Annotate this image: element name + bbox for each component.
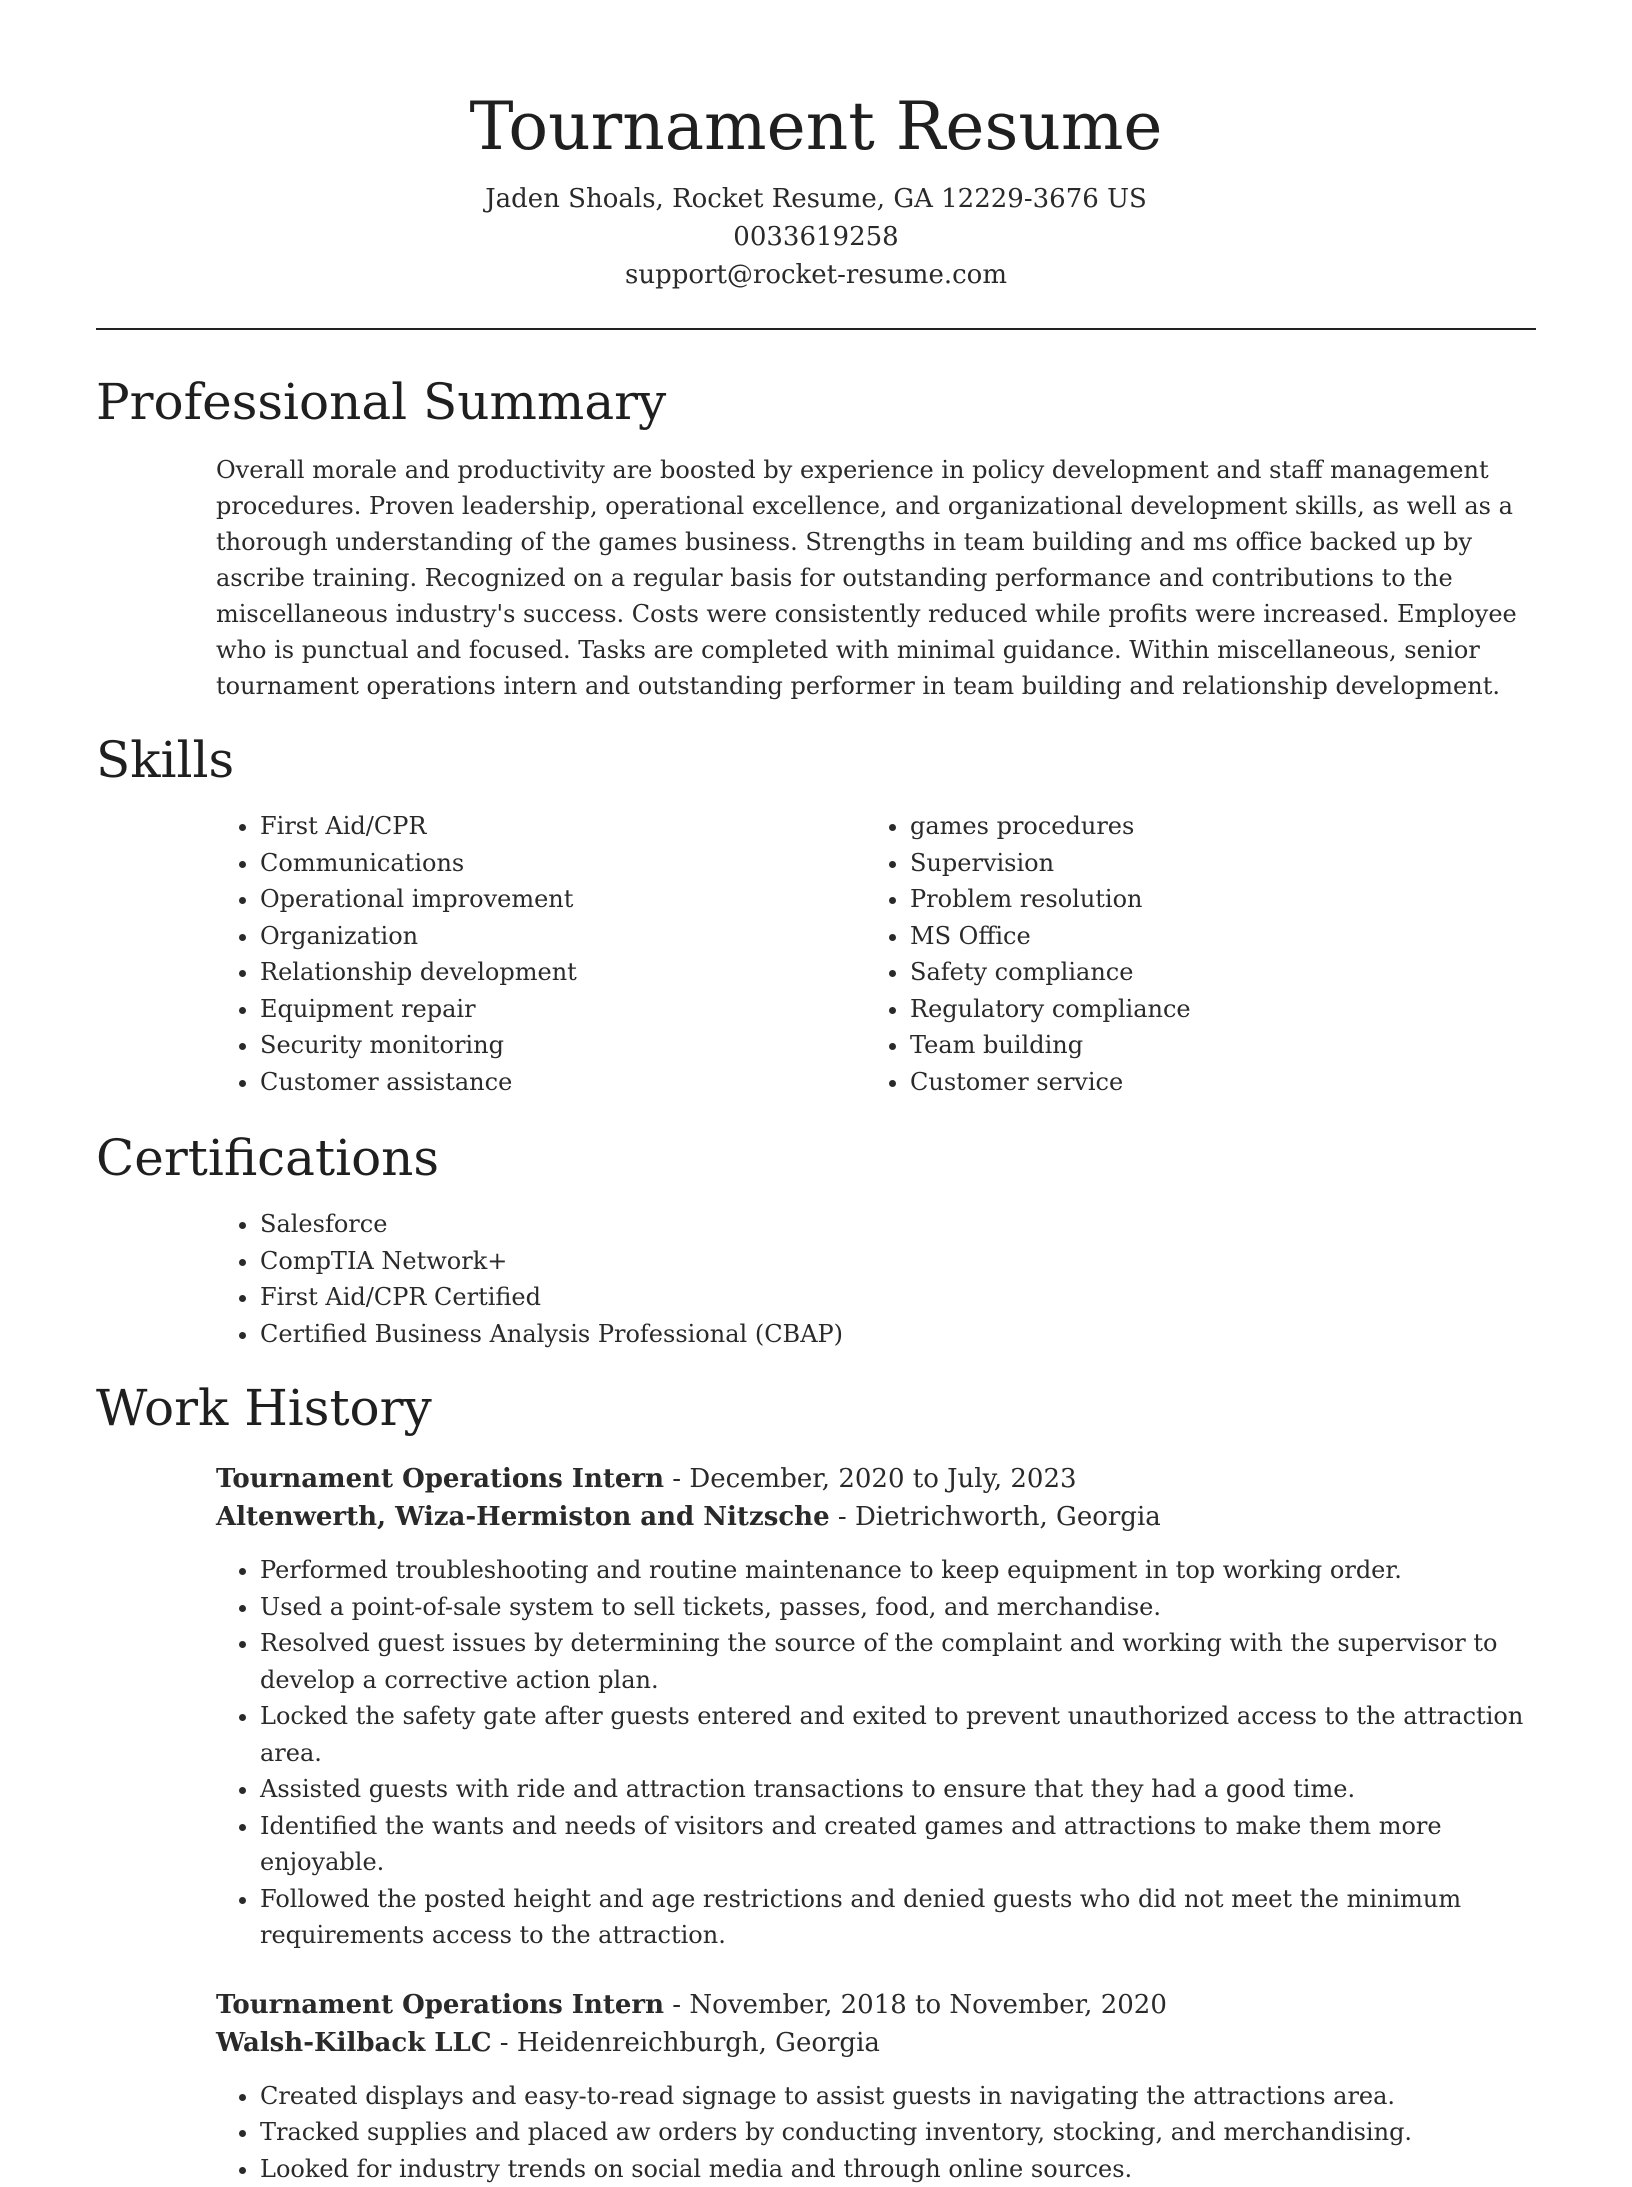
skills-list-left bbox=[96, 808, 746, 1100]
skill-item: • Problem resolution bbox=[910, 881, 1191, 918]
resume-page bbox=[96, 0, 1536, 2187]
job-bullets bbox=[216, 2078, 1536, 2187]
certification-item: • Certified Business Analysis Professional (CBAP) bbox=[260, 1316, 1536, 1353]
skill-item: • Regulatory compliance bbox=[910, 991, 1191, 1028]
job-title-line: Tournament Operations Intern - December, 2020 to July, 2023 bbox=[216, 1460, 1536, 1498]
skill-item: • Security monitoring bbox=[260, 1027, 746, 1064]
summary-heading: Professional Summary bbox=[96, 372, 1536, 432]
job-bullet: • Tracked supplies and placed aw orders by conducting inventory, stocking, and merchandising. bbox=[260, 2114, 1536, 2151]
job-bullet: • Followed the posted height and age restrictions and denied guests who did not meet the minimum requirements access to the attraction. bbox=[260, 1881, 1536, 1954]
job-company-line: Walsh-Kilback LLC - Heidenreichburgh, Georgia bbox=[216, 2024, 1536, 2062]
section-work-history bbox=[96, 1378, 1536, 2187]
summary-text: Overall morale and productivity are boosted by experience in policy development and staff management procedures. Proven leadership, operational excellence, and organizational development skills, as well as a thorough understanding of the games business. Strengths in team building and ms office backed up by ascribe training. Recognized on a regular basis for outstanding performance and contributions to the miscellaneous industry's success. Costs were consistently reduced while profits were increased. Employee who is punctual and focused. Tasks are completed with minimal guidance. Within miscellaneous, senior tournament operations intern and outstanding performer in team building and relationship development. bbox=[216, 452, 1536, 704]
skills-grid bbox=[96, 808, 1536, 1100]
contact-address: Jaden Shoals, Rocket Resume, GA 12229-3676 US bbox=[96, 180, 1536, 218]
job-dates: December, 2020 to July, 2023 bbox=[689, 1464, 1076, 1494]
job-bullet: • Resolved guest issues by determining the source of the complaint and working with the supervisor to develop a corrective action plan. bbox=[260, 1625, 1536, 1698]
certification-item: • First Aid/CPR Certified bbox=[260, 1279, 1536, 1316]
job-dates: November, 2018 to November, 2020 bbox=[689, 1990, 1167, 2020]
skill-item: • Team building bbox=[910, 1027, 1191, 1064]
job-entry bbox=[216, 1460, 1536, 1954]
skill-item: • First Aid/CPR bbox=[260, 808, 746, 845]
skill-item: • Communications bbox=[260, 845, 746, 882]
job-title: Tournament Operations Intern bbox=[216, 1990, 664, 2020]
skill-item: • MS Office bbox=[910, 918, 1191, 955]
job-bullet: • Assisted guests with ride and attraction transactions to ensure that they had a good time. bbox=[260, 1771, 1536, 1808]
job-bullet: • Used a point-of-sale system to sell tickets, passes, food, and merchandise. bbox=[260, 1589, 1536, 1626]
resume-title: Tournament Resume bbox=[96, 86, 1536, 168]
skills-heading: Skills bbox=[96, 730, 1536, 790]
skill-item: • Supervision bbox=[910, 845, 1191, 882]
certifications-list bbox=[96, 1206, 1536, 1352]
certification-item: • CompTIA Network+ bbox=[260, 1243, 1536, 1280]
skill-item: • Organization bbox=[260, 918, 746, 955]
job-company: Walsh-Kilback LLC bbox=[216, 2028, 492, 2058]
job-company: Altenwerth, Wiza-Hermiston and Nitzsche bbox=[216, 1502, 830, 1532]
skill-item: • Customer assistance bbox=[260, 1064, 746, 1101]
job-bullet: • Locked the safety gate after guests entered and exited to prevent unauthorized access to the attraction area. bbox=[260, 1698, 1536, 1771]
job-bullet: • Looked for industry trends on social media and through online sources. bbox=[260, 2151, 1536, 2187]
certifications-heading: Certifications bbox=[96, 1128, 1536, 1188]
section-skills bbox=[96, 730, 1536, 1100]
contact-phone: 0033619258 bbox=[96, 218, 1536, 256]
job-title: Tournament Operations Intern bbox=[216, 1464, 664, 1494]
job-location: Dietrichworth, Georgia bbox=[855, 1502, 1161, 1532]
section-summary bbox=[96, 372, 1536, 704]
section-certifications bbox=[96, 1128, 1536, 1352]
skill-item: • Customer service bbox=[910, 1064, 1191, 1101]
skill-item: • Operational improvement bbox=[260, 881, 746, 918]
job-location: Heidenreichburgh, Georgia bbox=[517, 2028, 880, 2058]
skill-item: • Equipment repair bbox=[260, 991, 746, 1028]
skill-item: • games procedures bbox=[910, 808, 1191, 845]
job-bullet: • Identified the wants and needs of visitors and created games and attractions to make them more enjoyable. bbox=[260, 1808, 1536, 1881]
job-title-line: Tournament Operations Intern - November, 2018 to November, 2020 bbox=[216, 1986, 1536, 2024]
job-company-line: Altenwerth, Wiza-Hermiston and Nitzsche - Dietrichworth, Georgia bbox=[216, 1498, 1536, 1536]
contact-email: support@rocket-resume.com bbox=[96, 256, 1536, 294]
contact-block bbox=[96, 180, 1536, 294]
certification-item: • Salesforce bbox=[260, 1206, 1536, 1243]
skill-item: • Safety compliance bbox=[910, 954, 1191, 991]
skill-item: • Relationship development bbox=[260, 954, 746, 991]
job-bullet: • Created displays and easy-to-read signage to assist guests in navigating the attractions area. bbox=[260, 2078, 1536, 2115]
job-entry bbox=[216, 1986, 1536, 2187]
header-divider bbox=[96, 328, 1536, 330]
job-bullet: • Performed troubleshooting and routine maintenance to keep equipment in top working order. bbox=[260, 1552, 1536, 1589]
skills-list-right bbox=[746, 808, 1191, 1100]
resume-header bbox=[96, 0, 1536, 294]
work-history-heading: Work History bbox=[96, 1378, 1536, 1438]
job-bullets bbox=[216, 1552, 1536, 1954]
